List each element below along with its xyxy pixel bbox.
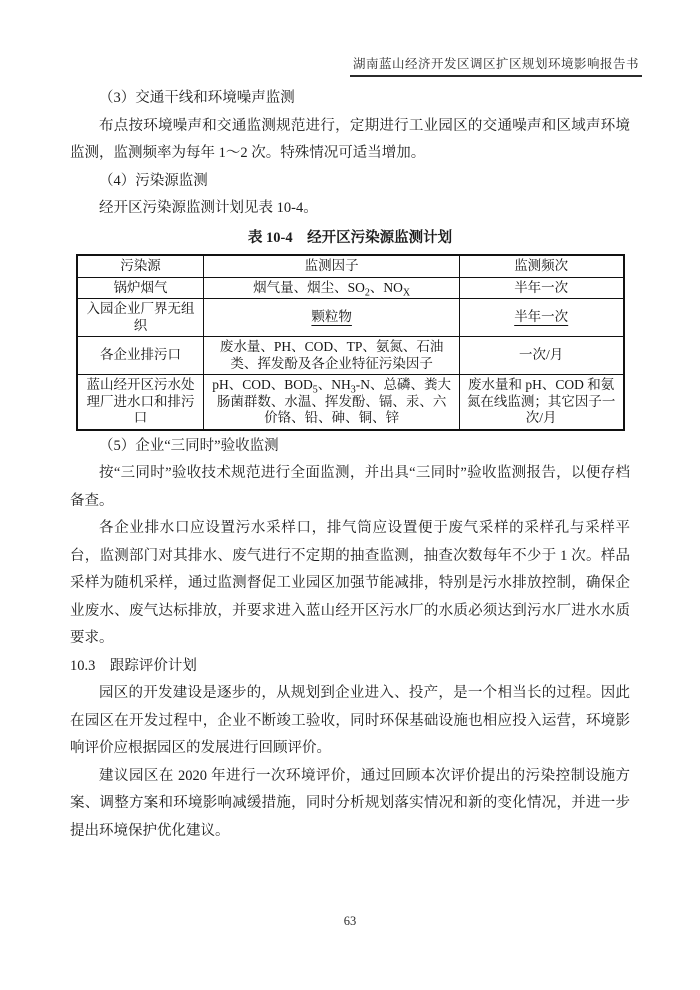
paragraph-traffic-noise: 布点按环境噪声和交通监测规范进行，定期进行工业园区的交通噪声和区域声环境监测，监测频率为每年 1～2 次。特殊情况可适当增加。: [70, 117, 630, 161]
table-header-row: [77, 255, 624, 277]
frequency-text-underlined: 半年一次: [514, 309, 569, 325]
cell-source: 各企业排污口: [77, 337, 204, 375]
factors-text: 烟气量、烟尘、SO: [253, 279, 365, 295]
table-row: [77, 277, 624, 299]
heading-tracking-evaluation-plan: 10.3 跟踪评价计划: [70, 657, 197, 674]
page-number: 63: [343, 914, 357, 928]
cell-frequency: 一次/月: [459, 337, 623, 375]
column-header-frequency: 监测频次: [459, 255, 623, 277]
table-row: [77, 299, 624, 337]
factors-text-underlined: 颗粒物: [311, 309, 352, 325]
subscript: X: [402, 287, 411, 299]
factors-text: -N、总磷、粪大肠菌群数、水温、挥发酚、镉、汞、六价铬、铅、砷、铜、锌: [216, 377, 452, 425]
cell-factors: [204, 375, 459, 430]
table-row: [77, 337, 624, 375]
cell-factors: [204, 277, 459, 299]
cell-frequency: [459, 299, 623, 337]
column-header-factors: 监测因子: [204, 255, 459, 277]
header-title: 湖南蓝山经济开发区调区扩区规划环境影响报告书: [350, 57, 642, 77]
subscript: 3: [350, 384, 356, 396]
cell-source: 蓝山经开区污水处理厂进水口和排污口: [77, 375, 204, 430]
heading-traffic-noise-monitoring: （3）交通干线和环境噪声监测: [99, 90, 295, 106]
table-row: [77, 375, 624, 430]
factors-text: 、NH: [317, 377, 351, 392]
factors-text: 、NO: [369, 279, 403, 295]
subscript: 2: [364, 287, 370, 299]
heading-three-simultaneity-acceptance: （5）企业“三同时”验收监测: [99, 437, 279, 454]
monitoring-plan-table: [76, 254, 625, 431]
table-caption: 表 10-4 经开区污染源监测计划: [247, 229, 453, 246]
subscript: 5: [312, 384, 318, 396]
page-content: [0, 85, 700, 845]
factors-text: pH、COD、BOD: [212, 377, 313, 392]
heading-pollution-source-monitoring: （4）污染源监测: [99, 172, 208, 189]
cell-factors: [204, 299, 459, 337]
paragraph-park-development: 园区的开发建设是逐步的，从规划到企业进入、投产，是一个相当长的过程。因此在园区在开发过程中，企业不断竣工验收，同时环保基础设施也相应投入运营，环境影响评价应根据园区的发展进行回顾评价。: [70, 685, 630, 756]
cell-frequency: 半年一次: [459, 277, 623, 299]
column-header-source: 污染源: [77, 255, 204, 277]
cell-frequency: 废水量和 pH、COD 和氨氮在线监测；其它因子一次/月: [459, 375, 623, 430]
cell-factors: 废水量、PH、COD、TP、氨氮、石油类、挥发酚及各企业特征污染因子: [204, 337, 459, 375]
paragraph-three-simultaneity: 按“三同时”验收技术规范进行全面监测，并出具“三同时”验收监测报告，以便存档备查。: [70, 465, 630, 509]
paragraph-table-reference: 经开区污染源监测计划见表 10-4。: [99, 200, 318, 216]
cell-source: 锅炉烟气: [77, 277, 204, 299]
paragraph-2020-evaluation: 建议园区在 2020 年进行一次环境评价，通过回顾本次评价提出的污染控制设施方案、调整方案和环境影响减缓措施，同时分析规划落实情况和新的变化情况，并进一步提出环境保护优化建议。: [70, 767, 630, 839]
page-header: [0, 0, 700, 77]
paragraph-sampling-requirements: 各企业排水口应设置污水采样口，排气筒应设置便于废气采样的采样孔与采样平台，监测部门对其排水、废气进行不定期的抽查监测，抽查次数每年不少于 1 次。样品采样为随机采样，通过监测督促工业园区加强节能减排，特别是污水排放控制，确保企业废水、废气达标排放，并要求进入蓝山经开区污水厂的水质必须达到污水厂进水水质要求。: [70, 520, 630, 646]
cell-source: 入园企业厂界无组织: [77, 299, 204, 337]
